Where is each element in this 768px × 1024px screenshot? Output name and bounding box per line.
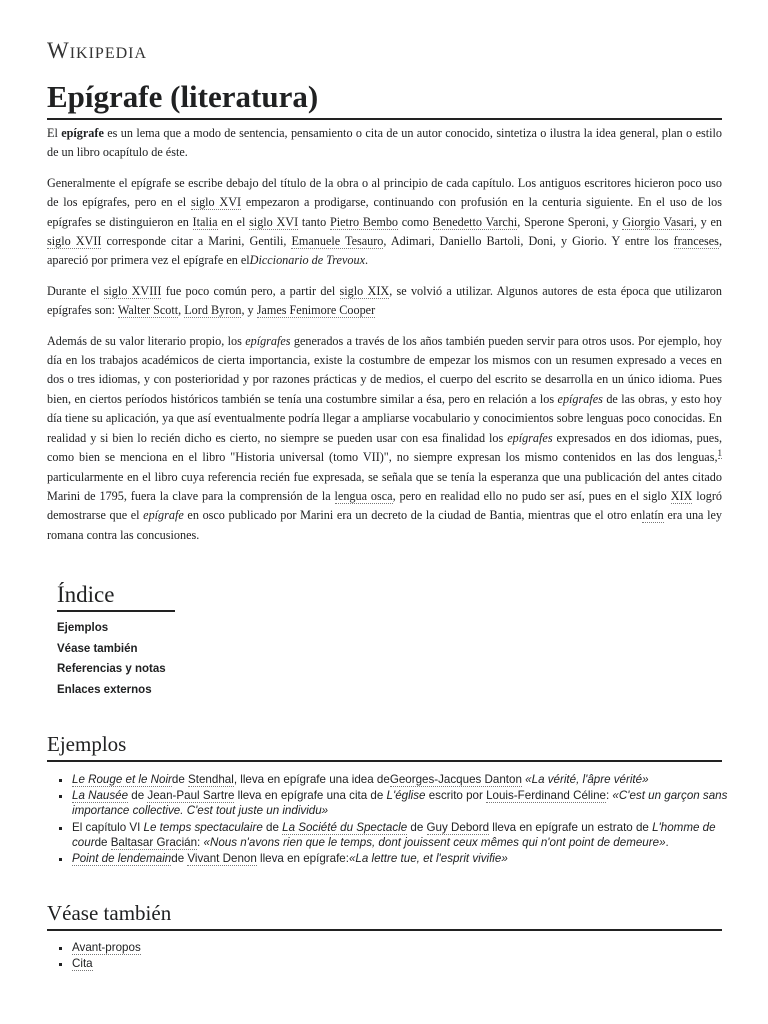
link-societe-du-spectacle[interactable]: La Société du Spectacle [282, 820, 408, 834]
paragraph-uses [47, 332, 722, 545]
italic-text: Diccionario de Trevoux [249, 253, 365, 268]
reference-link[interactable]: 1 [717, 448, 722, 459]
list-item [72, 851, 740, 866]
link-guy-debord[interactable]: Guy Debord [426, 820, 490, 834]
link-celine[interactable]: Louis-Ferdinand Céline [486, 789, 606, 803]
link-stendhal[interactable]: Stendhal [188, 773, 234, 786]
text: Además de su valor literario propio, los [47, 333, 246, 348]
intro-paragraph [47, 124, 722, 163]
toc-item-enlaces[interactable]: Enlaces externos [57, 683, 152, 696]
text: . [364, 253, 369, 268]
wikipedia-logo[interactable]: Wikipedia [47, 38, 148, 63]
list-item [72, 820, 740, 850]
ejemplos-list [57, 772, 740, 867]
text: , [178, 303, 185, 318]
text: particularmente en el libro cuya referencia recién fue expresada, se señala que se tenía la esperanza que una publicación del antes citado Marini de 1795, fuera la clave para la comprensión de la [47, 469, 722, 503]
text: , se volvió a utilizar. Algunos autores de esta época que utilizaron epígrafes son: [47, 283, 722, 318]
text: de [407, 820, 427, 834]
text: tanto [298, 214, 330, 229]
section-title-vease-tambien: Véase también [47, 901, 722, 931]
text: fue poco común pero, a partir del [161, 283, 340, 298]
link-vivant-denon[interactable]: Vivant Denon [187, 852, 257, 866]
text: generados a través de los años también pueden servir para otros usos. Por ejemplo, hoy día en los trabajos académicos de cierta importancia, existe la costumbre de empezar los mismos con un resumen expresado a veces en dos o tres idiomas, y con posterioridad y por razones prácticas y de medios, el cuerpo del escrito se desarrolla en un único idioma. Pues bien, en ciertos períodos históricos también se tenía una costumbre similar a ésa, pero en relación a los [47, 333, 723, 406]
quote: «Nous n'avons rien que le temps, dont jouissent ceux mêmes qui n'ont point de demeure» [203, 835, 666, 849]
link-lengua-osca[interactable]: lengua osca [334, 488, 393, 503]
link-italia[interactable]: Italia [192, 214, 218, 229]
italic-text: epígrafes [557, 391, 603, 406]
link-lord-byron[interactable]: Lord Byron [184, 303, 242, 318]
link-point-de-lendemain[interactable]: Point de lendemain [72, 852, 172, 866]
text: , y [241, 303, 257, 318]
text: de [262, 820, 283, 834]
link-james-fenimore-cooper[interactable]: James Fenimore Cooper [256, 303, 376, 318]
toc-item-referencias[interactable]: Referencias y notas [57, 663, 166, 675]
link-siglo-xviii[interactable]: siglo XVIII [103, 283, 162, 298]
text: lleva en epígrafe un estrato de [489, 820, 653, 834]
text: Durante el [47, 283, 104, 298]
italic-text: L'homme de cour [72, 820, 716, 849]
text: en el [217, 214, 250, 229]
text: de [171, 852, 188, 866]
text: lleva en epígrafe una cita de [234, 789, 387, 803]
text: , Sperone Speroni, y [517, 214, 623, 229]
link-avant-propos[interactable]: Avant-propos [72, 941, 141, 954]
toc-title: Índice [57, 582, 175, 612]
text: corresponde citar a Marini, Gentili, [101, 234, 292, 249]
text: como [398, 214, 433, 229]
text: , Adimari, Daniello Bartoli, Doni, y Giorio. Y entre los [383, 234, 674, 249]
link-walter-scott[interactable]: Walter Scott [117, 303, 179, 318]
text: expresados en dos idiomas, pues, como bien se menciona en el libro "Historia universal (tomo VII)", no siempre expresan los mismo contenidos en las dos lenguas, [47, 430, 722, 465]
link-siglo-xvi[interactable]: siglo XVI [249, 214, 299, 229]
italic-text: epígrafes [507, 430, 553, 445]
text: era una ley romana contra las concusiones. [47, 508, 722, 542]
text: , lleva en epígrafe una idea de [233, 773, 390, 786]
link-le-rouge-et-le-noir[interactable]: Le Rouge et le Noir [72, 773, 172, 786]
link-latin[interactable]: latín [642, 508, 664, 523]
article-body [47, 124, 722, 556]
link-emanuele-tesauro[interactable]: Emanuele Tesauro [291, 234, 384, 249]
table-of-contents [57, 582, 227, 700]
vease-list [57, 940, 740, 972]
paragraph-authors [47, 282, 722, 321]
toc-item-vease-tambien[interactable]: Véase también [57, 642, 138, 655]
page-title: Epígrafe (literatura) [47, 76, 722, 120]
list-item [72, 956, 740, 971]
text: . [665, 835, 669, 849]
quote: «La lettre tue, et l'esprit vivifie» [348, 852, 508, 866]
link-gracian[interactable]: Baltasar Gracián [110, 835, 198, 849]
text: : [197, 835, 204, 849]
text: , pero en realidad ello no pudo ser así, pues en el siglo [392, 488, 671, 503]
text: es un lema que a modo de sentencia, pensamiento o cita de un autor conocido, sintetiza o ilustra la idea general, plan o estilo de un libro ocapítulo de éste. [47, 126, 722, 160]
quote: «La vérité, l'âpre vérité» [525, 773, 649, 786]
link-danton[interactable]: Georges-Jacques Danton [389, 773, 522, 786]
link-pietro-bembo[interactable]: Pietro Bembo [329, 214, 399, 229]
italic-text: epígrafes [245, 333, 291, 348]
link-cita[interactable]: Cita [72, 957, 93, 971]
italic-text: epígrafe [143, 508, 184, 523]
text: de [94, 835, 111, 849]
section-title-ejemplos: Ejemplos [47, 732, 722, 762]
text: empezaron a prodigarse, continuando con profusión en la centuria siguiente. En el uso de los epígrafes se distinguieron en [47, 195, 722, 229]
toc-item-ejemplos[interactable]: Ejemplos [57, 622, 109, 634]
link-sartre[interactable]: Jean-Paul Sartre [147, 789, 235, 803]
text: , apareció por primera vez el epígrafe en el [47, 234, 722, 268]
text: : [605, 789, 613, 803]
paragraph-history [47, 174, 722, 271]
text: , y en [693, 214, 722, 229]
list-item [72, 940, 740, 955]
text: escrito por [425, 789, 487, 803]
text: Generalmente el epígrafe se escribe debajo del título de la obra o al principio de cada capítulo. Los antiguos escritores hicieron poco uso de los epígrafes, pero en el [47, 175, 722, 210]
link-xix[interactable]: XIX [670, 488, 693, 503]
link-siglo-xvii[interactable]: siglo XVII [47, 234, 102, 249]
list-item [72, 772, 740, 787]
link-la-nausee[interactable]: La Nausée [72, 789, 129, 803]
italic-text: Le temps spectaculaire [143, 820, 263, 834]
text: de [128, 789, 148, 803]
italic-text: L'église [386, 789, 426, 803]
term-bold: epígrafe [61, 126, 104, 140]
quote: «C'est un garçon sans importance collective. C'est tout juste un individu» [72, 789, 728, 818]
link-siglo-xvi[interactable]: siglo XVI [190, 195, 242, 210]
text: logró demostrarse que el [47, 488, 722, 523]
link-giorgio-vasari[interactable]: Giorgio Vasari [622, 214, 694, 229]
link-siglo-xix[interactable]: siglo XIX [339, 283, 390, 298]
text: de las obras, y esto hoy día tiene su aplicación, ya que así eventualmente podría llegar a ampliarse vocabulario y conocimientos sobre lenguas poco conocidas. En realidad y si bien lo recién dicho es cierto, no siempre se pueden usar con esa finalidad los [47, 391, 722, 445]
text: El [47, 126, 62, 140]
list-item [72, 788, 740, 818]
text: El capítulo VI [72, 820, 144, 834]
link-franceses[interactable]: franceses [673, 234, 719, 249]
text: de [171, 773, 189, 786]
link-benedetto-varchi[interactable]: Benedetto Varchi [432, 214, 518, 229]
text: lleva en epígrafe: [256, 852, 349, 866]
text: en osco publicado por Marini era un decreto de la ciudad de Bantia, mientras que el otro en [183, 508, 643, 523]
